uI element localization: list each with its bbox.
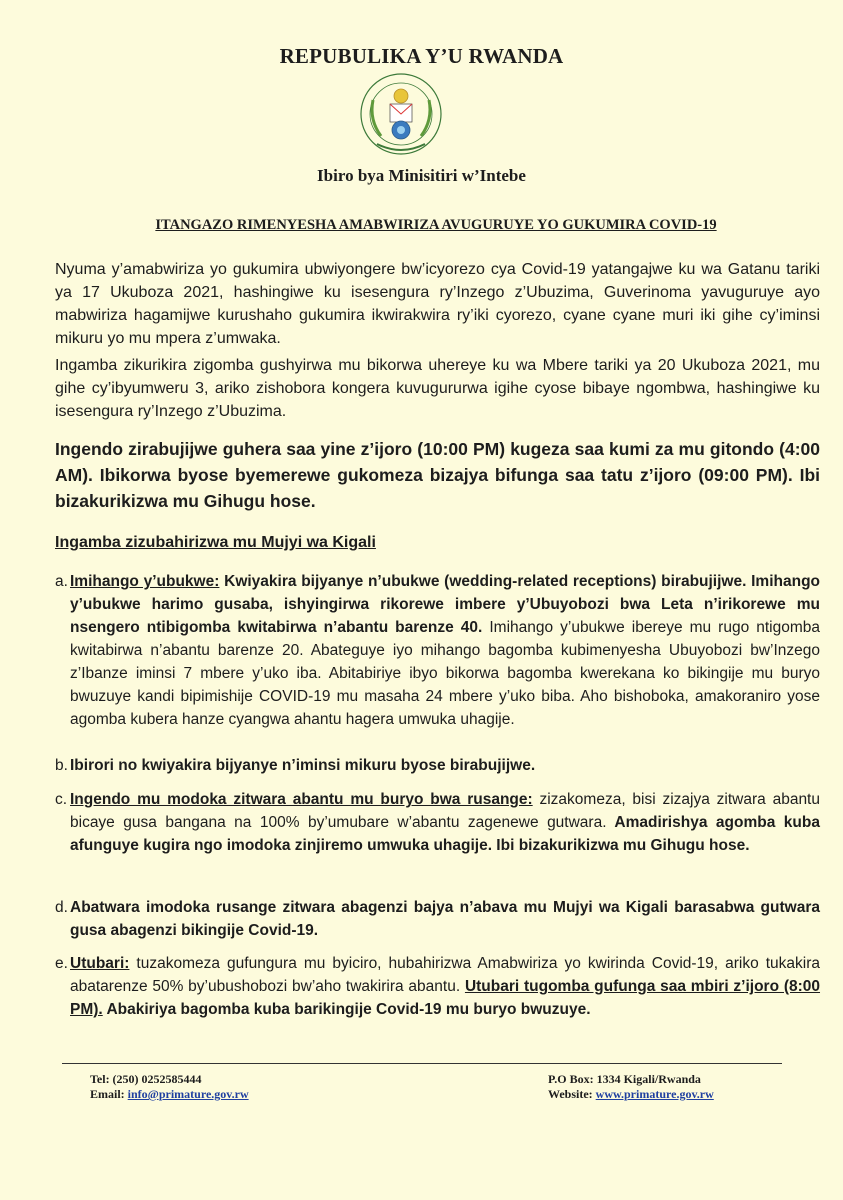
footer-website-label: Website: [548, 1087, 596, 1101]
item-heading: Imihango y’ubukwe: [70, 573, 220, 590]
item-bold-text: Ibirori no kwiyakira bijyanye n’iminsi mikuru byose birabujijwe. [70, 757, 536, 774]
footer-divider [62, 1063, 782, 1064]
item-text: tuzakomeza gufungura mu byiciro, hubahirizwa Amabwiriza yo kwirinda Covid-19, ariko tukakira abatarenze 50% by’ubushobozi bw’aho twakirira abantu. [70, 955, 820, 995]
footer-email-label: Email: [90, 1087, 128, 1101]
item-text: Imihango y’ubukwe ibereye mu rugo ntigomba kwitabirwa n’abantu barenze 20. Abateguye iyo mihango bagomba kubimenyesha Ubuyobozi bw’Inzego z’Ibanze iminsi 7 mbere y’uko iba. Abitabiriye ibyo bikorwa bagomba kwerekana ko bikingije mu buryo bwuzuye kandi bipimishije COVID-19 mu masaha 24 mbere y’uko biba. Aho bishoboka, amakoraniro yose agomba kubera hanze cyangwa ahantu hagera umwuka uhagije. [70, 619, 820, 728]
national-seal-icon [359, 70, 443, 162]
item-letter: d. [55, 899, 68, 916]
section-heading: Ingamba zizubahirizwa mu Mujyi wa Kigali [55, 534, 376, 551]
list-item-d [55, 896, 820, 942]
item-bold-text: Abakiriya bagomba kuba barikingije Covid-19 mu buryo bwuzuye. [102, 1001, 591, 1018]
country-heading: REPUBULIKA Y’U RWANDA [279, 44, 564, 68]
footer-email-link[interactable]: info@primature.gov.rw [127, 1087, 249, 1101]
footer-email-row [90, 1087, 249, 1102]
footer-pobox: P.O Box: 1334 Kigali/Rwanda [548, 1072, 701, 1086]
list-item-e [55, 952, 820, 1021]
item-text: zizakomeza, bisi zizajya zitwara abantu bicaye gusa bangana na 100% by’umubare w’abantu zagenewe gutwara. [70, 791, 820, 831]
footer-right [548, 1072, 714, 1102]
footer-left [90, 1072, 249, 1102]
item-bold-text: Abatwara imodoka rusange zitwara abagenzi bajya n’abava mu Mujyi wa Kigali barasabwa gutwara gusa abagenzi bikingije Covid-19. [70, 899, 820, 939]
item-bold-text: Amadirishya agomba kuba afunguye kugira ngo imodoka zinjiremo umwuka uhagije. Ibi bizakurikizwa mu Gihugu hose. [70, 814, 820, 854]
item-letter: e. [55, 955, 68, 972]
item-letter: b. [55, 757, 68, 774]
item-letter: c. [55, 791, 68, 808]
intro-paragraph-2: Ingamba zikurikira zigomba gushyirwa mu bikorwa uhereye ku wa Mbere tariki ya 20 Ukuboza 2021, mu gihe cy’ibyumweru 3, ariko zishobora kongera kuvugururwa igihe cyose bibaye ngombwa, hashingiwe ku isesengura ry’Inzego z’Ubuzima. [55, 357, 820, 420]
footer-website-row [548, 1087, 714, 1102]
footer-website-link[interactable]: www.primature.gov.rw [595, 1087, 714, 1101]
footer-tel: Tel: (250) 0252585444 [90, 1072, 202, 1086]
list-item-a [55, 570, 820, 731]
office-heading: Ibiro bya Minisitiri w’Intebe [317, 166, 526, 185]
list-item-c [55, 788, 820, 857]
item-letter: a. [55, 573, 68, 590]
item-underlined-text: Utubari tugomba gufunga saa mbiri z’ijoro (8:00 PM). [70, 978, 821, 1018]
intro-paragraph-1: Nyuma y’amabwiriza yo gukumira ubwiyongere bw’icyorezo cya Covid-19 yatangajwe ku wa Gatanu tariki ya 17 Ukuboza 2021, hashingiwe ku isesengura ry’Inzego z’Ubuzima, Guverinoma yavuguruye ayo mabwiriza hagamijwe kurushaho gukumira ikwirakwira ry’iki cyorezo, cyane cyane muri iki gihe cy’iminsi mikuru yo mu mpera z’umwaka. [55, 261, 820, 347]
document-title: ITANGAZO RIMENYESHA AMABWIRIZA AVUGURUYE YO GUKUMIRA COVID-19 [155, 217, 717, 233]
curfew-paragraph: Ingendo zirabujijwe guhera saa yine z’ijoro (10:00 PM) kugeza saa kumi za mu gitondo (4:00 AM). Ibikorwa byose byemerewe gukomeza bizajya bifunga saa tatu z’ijoro (09:00 PM). Ibi bizakurikizwa mu Gihugu hose. [55, 439, 820, 511]
item-bold-text: Kwiyakira bijyanye n’ubukwe (wedding-related receptions) birabujijwe. Imihango y’ubukwe harimo gusaba, ishyingirwa rikorewe imbere y’Ubuyobozi bwa Leta n’irikorewe mu nsengero ntibigomba kwitabirwa n’abantu barenze 40. [70, 573, 821, 636]
item-heading: Utubari: [70, 955, 130, 972]
list-item-b [55, 754, 820, 777]
item-heading: Ingendo mu modoka zitwara abantu mu buryo bwa rusange: [70, 791, 533, 808]
